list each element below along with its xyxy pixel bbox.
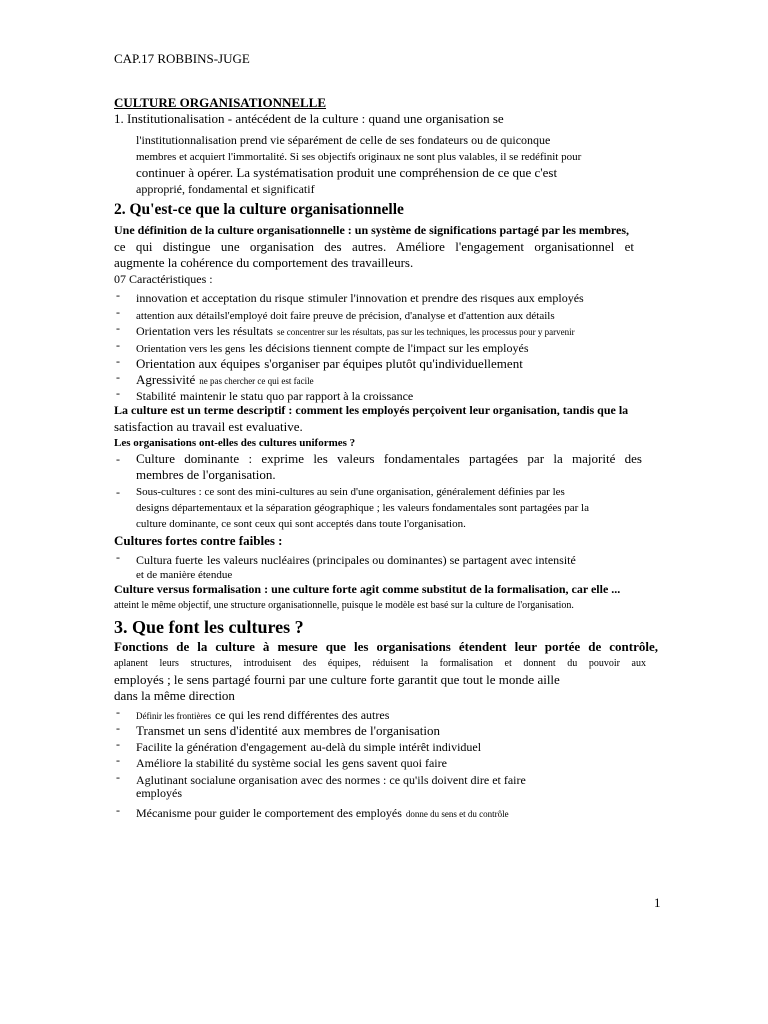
function-item: [114, 706, 389, 724]
function-desc: aux membres de l'organisation: [281, 723, 441, 738]
characteristic-item: [114, 339, 529, 357]
definition-line-1: Une définition de la culture organisationnelle : un système de significations partagé par les membres,: [114, 223, 629, 237]
bullet-dash: -: [116, 550, 120, 564]
bullet-dash: -: [116, 721, 120, 735]
characteristic-desc: s'organiser par équipes plutôt qu'individuellement: [264, 356, 523, 371]
functions-line-3: employés ; le sens partagé fourni par une culture forte garantit que tout le monde aille: [114, 672, 560, 687]
bullet-dash: -: [116, 737, 120, 751]
characteristic-item: [114, 371, 314, 389]
section1-heading: CULTURE ORGANISATIONNELLE: [114, 95, 327, 110]
bullet-dash: -: [116, 338, 120, 352]
strong-culture-line-2: et de manière étendue: [136, 569, 233, 581]
characteristic-term: Agressivité: [136, 372, 196, 387]
dominant-line-2: membres de l'organisation.: [136, 467, 276, 482]
strong-heading: Cultures fortes contre faibles :: [114, 533, 283, 548]
functions-line-2: aplanent leurs structures, introduisent des équipes, réduisent la formalisation et donnent du pouvoir aux: [114, 658, 646, 669]
dominant-line-1: Culture dominante : exprime les valeurs fondamentales partagées par la majorité des: [136, 451, 642, 466]
function-item: [114, 804, 509, 822]
descriptive-line-1: La culture est un terme descriptif : comment les employés perçoivent leur organisation, tandis que la: [114, 403, 629, 417]
characteristic-desc: ne pas chercher ce qui est facile: [199, 376, 314, 386]
subculture-line-3: culture dominante, ce sont ceux qui sont acceptés dans toute l'organisation.: [136, 518, 466, 530]
definition-line-2: ce qui distingue une organisation des autres. Améliore l'engagement organisationnel et: [114, 239, 634, 254]
characteristic-item: [114, 322, 575, 340]
section3-heading: 3. Que font les cultures ?: [114, 617, 304, 637]
function-term: Facilite la génération d'engagement: [136, 740, 307, 754]
function-desc: les gens savent quoi faire: [325, 756, 447, 770]
bullet-dash: -: [116, 370, 120, 384]
function-term: Transmet un sens d'identité: [136, 723, 278, 738]
function-term: Mécanisme pour guider le comportement des employés: [136, 806, 402, 820]
document-header: CAP.17 ROBBINS-JUGE: [114, 51, 250, 66]
characteristic-term: innovation et acceptation du risque: [136, 291, 304, 305]
bullet-dash: -: [116, 354, 120, 368]
characteristic-term: Orientation aux équipes: [136, 356, 261, 371]
strong-culture-desc: les valeurs nucléaires (principales ou dominantes) se partagent avec intensité: [206, 553, 576, 567]
strong-culture-term: Cultura fuerte: [136, 553, 203, 567]
bullet-dash: -: [116, 705, 120, 719]
bullet-dash: -: [116, 753, 120, 767]
bullet-dash: -: [116, 485, 120, 499]
function-desc: une organisation avec des normes : ce qu'ils doivent dire et faire: [218, 773, 526, 787]
function-term: Définir les frontières: [136, 711, 211, 721]
characteristic-item: [114, 355, 523, 373]
section1-line-1: l'institutionnalisation prend vie séparément de celle de ses fondateurs ou de quiconque: [136, 133, 551, 147]
characteristic-term: attention aux détails: [136, 310, 225, 322]
function-desc: ce qui les rend différentes des autres: [214, 708, 390, 722]
functions-line-1: Fonctions de la culture à mesure que les organisations étendent leur portée de contrôle,: [114, 639, 658, 654]
function-desc: donne du sens et du contrôle: [405, 809, 509, 819]
definition-line-3: augmente la cohérence du comportement des travailleurs.: [114, 255, 414, 270]
characteristic-term: Orientation vers les résultats: [136, 324, 273, 338]
characteristic-desc: les décisions tiennent compte de l'impact sur les employés: [249, 341, 529, 355]
function-desc: au-delà du simple intérêt individuel: [310, 740, 482, 754]
characteristic-term: Orientation vers les gens: [136, 343, 246, 355]
section1-line-4: approprié, fondamental et significatif: [136, 182, 315, 196]
bullet-dash: -: [116, 803, 120, 817]
function-item: [114, 754, 447, 772]
function-item: [114, 722, 440, 740]
page-number: 1: [654, 895, 661, 910]
section1-line-3: continuer à opérer. La systématisation produit une compréhension de ce que c'est: [136, 165, 558, 180]
bullet-dash: -: [116, 770, 120, 784]
bullet-dash: -: [116, 452, 120, 466]
function-term: Aglutinant social: [136, 773, 219, 787]
bullet-dash: -: [116, 321, 120, 335]
bullet-dash: -: [116, 288, 120, 302]
characteristic-desc: stimuler l'innovation et prendre des risques aux employés: [307, 291, 584, 305]
characteristic-item: [114, 306, 555, 324]
section1-item: 1. Institutionalisation - antécédent de la culture : quand une organisation se: [114, 111, 504, 126]
versus-line-2: atteint le même objectif, une structure organisationnelle, puisque le modèle est basé sur la culture de l'organisation.: [114, 600, 574, 611]
characteristic-item: [114, 289, 584, 307]
characteristic-item: [114, 387, 413, 405]
function-item-continuation: employés: [136, 786, 182, 800]
section2-heading: 2. Qu'est-ce que la culture organisationnelle: [114, 201, 404, 218]
characteristic-desc: maintenir le statu quo par rapport à la croissance: [180, 389, 414, 403]
strong-culture-item: [114, 551, 576, 569]
uniform-heading: Les organisations ont-elles des cultures uniformes ?: [114, 437, 356, 449]
characteristic-term: Stabilité: [136, 389, 176, 403]
subculture-line-2: designs départementaux et la séparation géographique ; les valeurs fondamentales sont partagées par la: [136, 502, 589, 514]
section1-line-2: membres et acquiert l'immortalité. Si ses objectifs originaux ne sont plus valables, il se redéfinit pour: [136, 151, 582, 163]
subculture-line-1: Sous-cultures : ce sont des mini-cultures au sein d'une organisation, généralement définies par les: [136, 486, 565, 498]
characteristic-desc: l'employé doit faire preuve de précision, d'analyse et d'attention aux détails: [224, 310, 555, 322]
characteristic-desc: se concentrer sur les résultats, pas sur les techniques, les processus pour y parvenir: [276, 327, 575, 337]
function-item: [114, 738, 481, 756]
function-term: Améliore la stabilité du système social: [136, 756, 322, 770]
bullet-dash: -: [116, 386, 120, 400]
functions-line-4: dans la même direction: [114, 688, 235, 703]
characteristics-label: 07 Caractéristiques :: [114, 272, 213, 286]
descriptive-line-2: satisfaction au travail est evaluative.: [114, 419, 303, 434]
versus-line-1: Culture versus formalisation : une culture forte agit comme substitut de la formalisation, car elle ...: [114, 582, 621, 596]
bullet-dash: -: [116, 305, 120, 319]
